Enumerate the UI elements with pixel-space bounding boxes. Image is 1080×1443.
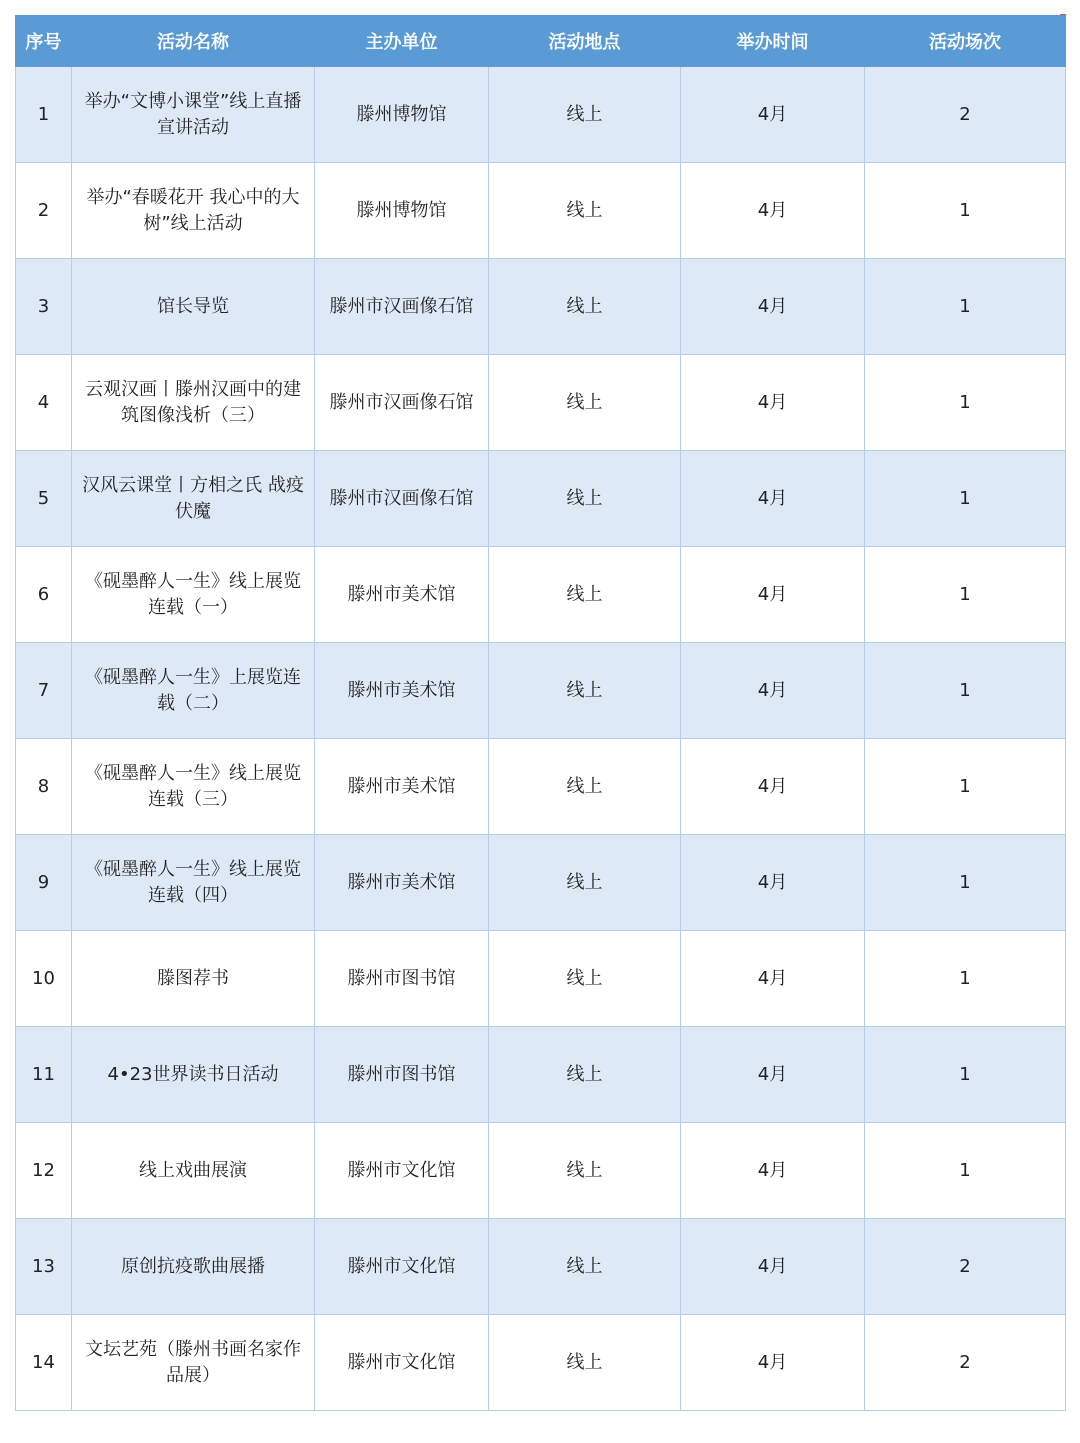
header-organizer: 主办单位 (315, 16, 489, 67)
cell-index: 13 (16, 1219, 72, 1315)
cell-location: 线上 (489, 163, 681, 259)
table-row (16, 259, 1066, 355)
cell-location: 线上 (489, 1123, 681, 1219)
cell-organizer: 滕州市美术馆 (315, 739, 489, 835)
cell-sessions: 1 (865, 1123, 1066, 1219)
cell-location: 线上 (489, 355, 681, 451)
header-row (16, 16, 1066, 67)
cell-activity-name: 原创抗疫歌曲展播 (72, 1219, 315, 1315)
cell-time: 4月 (681, 163, 865, 259)
cell-index: 5 (16, 451, 72, 547)
cell-time: 4月 (681, 1123, 865, 1219)
cell-organizer: 滕州市图书馆 (315, 1027, 489, 1123)
cell-index: 7 (16, 643, 72, 739)
cell-activity-name: 举办“春暖花开 我心中的大树”线上活动 (72, 163, 315, 259)
cell-sessions: 1 (865, 1027, 1066, 1123)
cell-sessions: 1 (865, 547, 1066, 643)
cell-location: 线上 (489, 643, 681, 739)
table-row (16, 451, 1066, 547)
cell-time: 4月 (681, 547, 865, 643)
cell-index: 4 (16, 355, 72, 451)
cell-time: 4月 (681, 355, 865, 451)
activity-table (15, 15, 1066, 1411)
cell-location: 线上 (489, 1027, 681, 1123)
table-body (16, 67, 1066, 1411)
cell-sessions: 2 (865, 1219, 1066, 1315)
cell-activity-name: 文坛艺苑（滕州书画名家作品展） (72, 1315, 315, 1411)
table-row (16, 643, 1066, 739)
cell-organizer: 滕州市文化馆 (315, 1315, 489, 1411)
cell-location: 线上 (489, 1315, 681, 1411)
table-row (16, 739, 1066, 835)
cell-location: 线上 (489, 835, 681, 931)
cell-sessions: 1 (865, 259, 1066, 355)
cell-index: 8 (16, 739, 72, 835)
header-time: 举办时间 (681, 16, 865, 67)
cell-time: 4月 (681, 739, 865, 835)
cell-sessions: 1 (865, 355, 1066, 451)
table-row (16, 163, 1066, 259)
table-row (16, 1315, 1066, 1411)
cell-activity-name: 《砚墨醉人一生》线上展览连载（一） (72, 547, 315, 643)
cell-time: 4月 (681, 643, 865, 739)
cell-activity-name: 馆长导览 (72, 259, 315, 355)
cell-organizer: 滕州博物馆 (315, 67, 489, 163)
cell-organizer: 滕州市美术馆 (315, 835, 489, 931)
cell-activity-name: 云观汉画丨滕州汉画中的建筑图像浅析（三） (72, 355, 315, 451)
cell-organizer: 滕州博物馆 (315, 163, 489, 259)
cell-activity-name: 举办“文博小课堂”线上直播宣讲活动 (72, 67, 315, 163)
table-row (16, 67, 1066, 163)
cell-index: 9 (16, 835, 72, 931)
cell-organizer: 滕州市汉画像石馆 (315, 451, 489, 547)
cell-index: 6 (16, 547, 72, 643)
cell-organizer: 滕州市汉画像石馆 (315, 259, 489, 355)
cell-location: 线上 (489, 931, 681, 1027)
cell-organizer: 滕州市文化馆 (315, 1123, 489, 1219)
cell-time: 4月 (681, 835, 865, 931)
cell-location: 线上 (489, 67, 681, 163)
cell-time: 4月 (681, 451, 865, 547)
cell-activity-name: 线上戏曲展演 (72, 1123, 315, 1219)
cell-activity-name: 《砚墨醉人一生》上展览连载（二） (72, 643, 315, 739)
cell-organizer: 滕州市美术馆 (315, 643, 489, 739)
cell-time: 4月 (681, 67, 865, 163)
cell-location: 线上 (489, 547, 681, 643)
table-row (16, 355, 1066, 451)
table-row (16, 1027, 1066, 1123)
cell-time: 4月 (681, 931, 865, 1027)
cell-activity-name: 汉风云课堂丨方相之氏 战疫伏魔 (72, 451, 315, 547)
cell-index: 14 (16, 1315, 72, 1411)
cell-index: 2 (16, 163, 72, 259)
cell-sessions: 1 (865, 451, 1066, 547)
cell-time: 4月 (681, 1219, 865, 1315)
table-row (16, 1123, 1066, 1219)
cell-time: 4月 (681, 259, 865, 355)
header-activity-name: 活动名称 (72, 16, 315, 67)
cell-sessions: 1 (865, 163, 1066, 259)
cell-location: 线上 (489, 1219, 681, 1315)
cell-index: 3 (16, 259, 72, 355)
cell-activity-name: 《砚墨醉人一生》线上展览连载（四） (72, 835, 315, 931)
cell-location: 线上 (489, 451, 681, 547)
cell-index: 1 (16, 67, 72, 163)
cell-organizer: 滕州市文化馆 (315, 1219, 489, 1315)
header-location: 活动地点 (489, 16, 681, 67)
cell-activity-name: 滕图荐书 (72, 931, 315, 1027)
cell-sessions: 1 (865, 739, 1066, 835)
cell-time: 4月 (681, 1027, 865, 1123)
table-row (16, 1219, 1066, 1315)
table-row (16, 931, 1066, 1027)
cell-location: 线上 (489, 739, 681, 835)
header-index: 序号 (16, 16, 72, 67)
table-row (16, 835, 1066, 931)
cell-sessions: 1 (865, 835, 1066, 931)
cell-sessions: 2 (865, 67, 1066, 163)
cell-index: 12 (16, 1123, 72, 1219)
cell-sessions: 1 (865, 931, 1066, 1027)
cell-organizer: 滕州市汉画像石馆 (315, 355, 489, 451)
header-sessions: 活动场次 (865, 16, 1066, 67)
table-header (16, 16, 1066, 67)
cell-activity-name: 《砚墨醉人一生》线上展览连载（三） (72, 739, 315, 835)
cell-time: 4月 (681, 1315, 865, 1411)
cell-organizer: 滕州市美术馆 (315, 547, 489, 643)
cell-index: 11 (16, 1027, 72, 1123)
cell-organizer: 滕州市图书馆 (315, 931, 489, 1027)
cell-index: 10 (16, 931, 72, 1027)
cell-sessions: 1 (865, 643, 1066, 739)
cell-sessions: 2 (865, 1315, 1066, 1411)
cell-location: 线上 (489, 259, 681, 355)
table-row (16, 547, 1066, 643)
cell-activity-name: 4•23世界读书日活动 (72, 1027, 315, 1123)
